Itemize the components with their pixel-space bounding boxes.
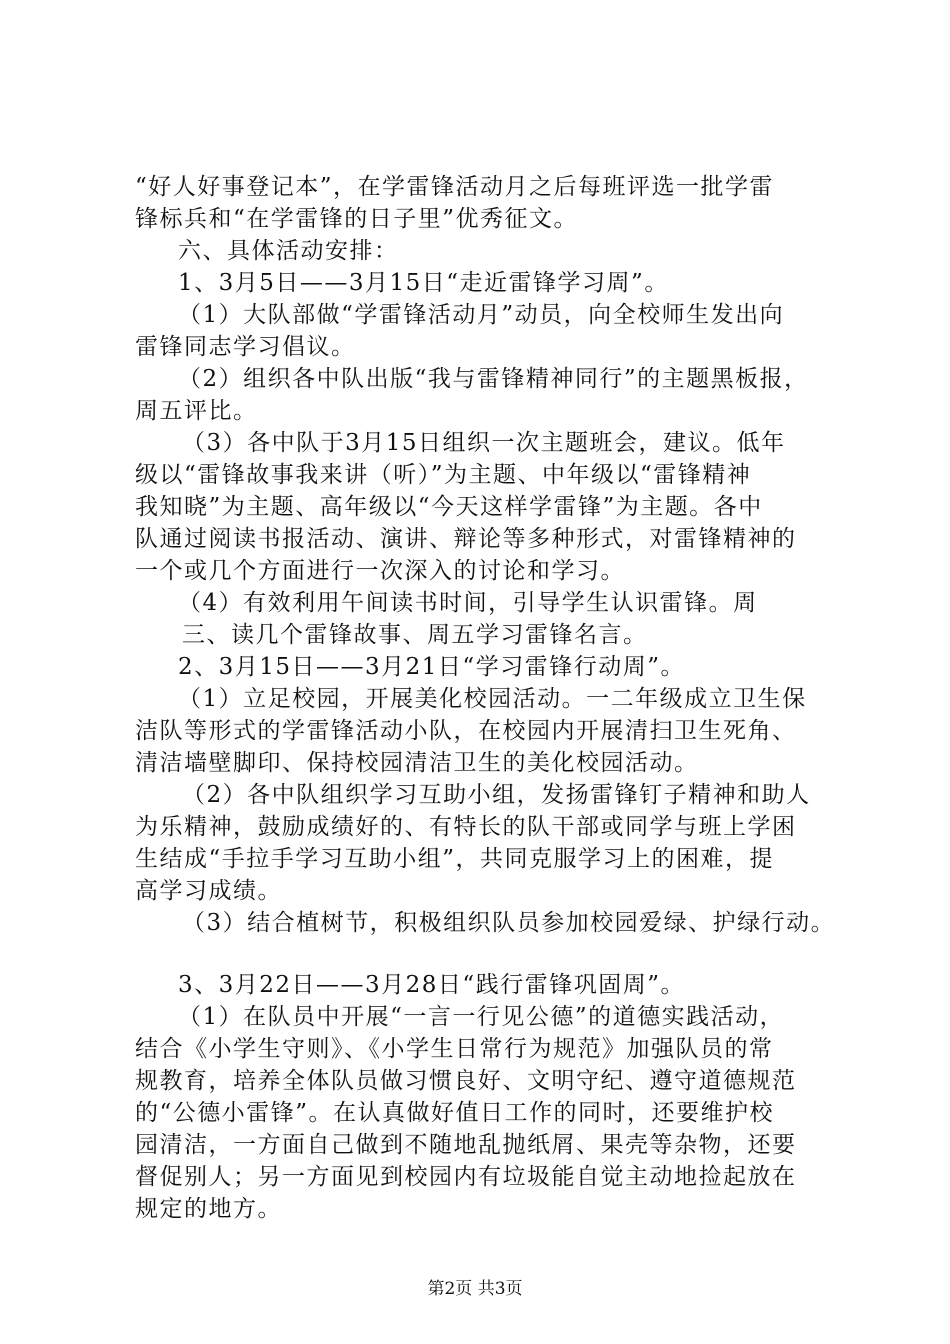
text-line-21: 为乐精神，鼓励成绩好的、有特长的队干部或同学与班上学困 <box>135 814 797 840</box>
text-line-27: 结合《小学生守则》、《小学生日常行为规范》加强队员的常 <box>135 1036 774 1062</box>
week-heading-1: 1、3月5日——3月15日“走近雷锋学习周”。 <box>178 270 669 296</box>
text-line-12: 队通过阅读书报活动、演讲、辩论等多种形式，对雷锋精神的 <box>135 526 797 552</box>
text-line-24: （3）结合植树节，积极组织队员参加校园爱绿、护绿行动。 <box>182 910 836 936</box>
text-line-17: （1）立足校园，开展美化校园活动。一二年级成立卫生保 <box>178 686 807 712</box>
text-line-22: 生结成“手拉手学习互助小组”，共同克服学习上的困难，提 <box>135 846 775 872</box>
text-line-30: 园清洁，一方面自己做到不随地乱抛纸屑、果壳等杂物，还要 <box>135 1132 797 1158</box>
text-line-31: 督促别人；另一方面见到校园内有垃圾能自觉主动地捡起放在 <box>135 1164 797 1190</box>
text-line-15: 三、读几个雷锋故事、周五学习雷锋名言。 <box>182 622 648 648</box>
text-line-20: （2）各中队组织学习互助小组，发扬雷锋钉子精神和助人 <box>182 782 811 808</box>
text-line-10: 级以“雷锋故事我来讲（听）”为主题、中年级以“雷锋精神 <box>135 462 752 488</box>
text-line-1: “好人好事登记本”，在学雷锋活动月之后每班评选一批学雷 <box>135 174 775 200</box>
week-heading-2: 2、3月15日——3月21日“学习雷锋行动周”。 <box>178 654 685 680</box>
text-line-19: 清洁墙壁脚印、保持校园清洁卫生的美化校园活动。 <box>135 750 699 776</box>
week-heading-3: 3、3月22日——3月28日“践行雷锋巩固周”。 <box>178 972 685 998</box>
section-heading: 六、具体活动安排： <box>178 238 399 264</box>
text-line-5: （1）大队部做“学雷锋活动月”动员，向全校师生发出向 <box>178 302 785 328</box>
text-line-11: 我知晓”为主题、高年级以“今天这样学雷锋”为主题。各中 <box>135 494 763 520</box>
text-line-32: 规定的地方。 <box>135 1196 282 1222</box>
text-line-9: （3）各中队于3月15日组织一次主题班会，建议。低年 <box>182 430 786 456</box>
text-line-2: 锋标兵和“在学雷锋的日子里”优秀征文。 <box>135 206 579 232</box>
text-line-29: 的“公德小雷锋”。在认真做好值日工作的同时，还要维护校 <box>135 1100 775 1126</box>
text-line-26: （1）在队员中开展“一言一行见公德”的道德实践活动， <box>178 1004 785 1030</box>
page-number-footer: 第2页 共3页 <box>427 1279 523 1299</box>
text-line-7: （2）组织各中队出版“我与雷锋精神同行”的主题黑板报， <box>178 366 809 392</box>
text-line-28: 规教育，培养全体队员做习惯良好、文明守纪、遵守道德规范 <box>135 1068 797 1094</box>
text-line-23: 高学习成绩。 <box>135 878 282 904</box>
text-line-14: （4）有效利用午间读书时间，引导学生认识雷锋。周 <box>178 590 758 616</box>
text-line-13: 一个或几个方面进行一次深入的讨论和学习。 <box>135 558 625 584</box>
text-line-8: 周五评比。 <box>135 398 258 424</box>
text-line-6: 雷锋同志学习倡议。 <box>135 334 356 360</box>
text-line-18: 洁队等形式的学雷锋活动小队，在校园内开展清扫卫生死角、 <box>135 718 797 744</box>
